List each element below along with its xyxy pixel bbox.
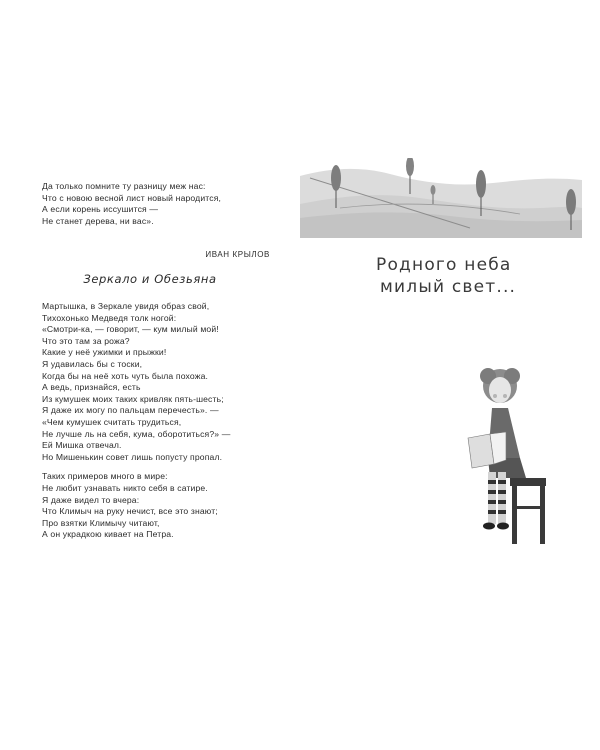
verse-line: Когда бы на неё хоть чуть была похожа.	[42, 370, 209, 381]
section-title	[376, 254, 516, 298]
landscape-illustration	[300, 158, 582, 238]
verse-line: Да только помните ту разницу меж нас:	[42, 181, 206, 191]
verse-line: Про взятки Климычу читают,	[42, 517, 160, 528]
epigraph-verse	[42, 181, 282, 227]
verse-line: Не любит узнавать никто себя в сатире.	[42, 482, 208, 493]
verse-line: Я даже видел то вчера:	[42, 494, 140, 505]
verse-line: Ей Мишка отвечал.	[42, 440, 122, 451]
girl-reading-illustration	[460, 360, 555, 550]
verse-line: «Чем кумушек считать трудиться,	[42, 416, 182, 427]
verse-line: Тихохонько Медведя толк ногой:	[42, 312, 177, 323]
verse-line: Не лучше ль на себя, кума, оборотиться?» —	[42, 428, 231, 439]
verse-line: А ведь, признайся, есть	[42, 382, 141, 393]
verse-line: Что это там за рожа?	[42, 335, 130, 346]
poem-title: Зеркало и Обезьяна	[83, 272, 217, 286]
verse-line: Что с новою весной лист новый народится,	[42, 192, 222, 203]
verse-line: Но Мишенькин совет лишь попусту пропал.	[42, 451, 223, 462]
verse-line: Не станет дерева, ни вас».	[42, 215, 154, 226]
stanza-gap	[42, 463, 282, 471]
verse-line: «Смотри-ка, — говорит, — кум милый мой!	[42, 324, 219, 335]
verse-line: Какие у неё ужимки и прыжки!	[42, 347, 167, 358]
section-title-line-2: милый свет...	[380, 277, 517, 297]
verse-line: Из кумушек моих таких кривляк пять-шесть;	[42, 393, 224, 404]
verse-line: Мартышка, в Зеркале увидя образ свой,	[42, 301, 210, 311]
verse-line: Что Климыч на руку нечист, все это знают;	[42, 506, 218, 517]
right-page	[300, 0, 600, 750]
poem-body	[42, 301, 282, 541]
verse-line: Таких примеров много в мире:	[42, 471, 168, 482]
verse-line: Я даже их могу по пальцам перечесть». —	[42, 405, 219, 416]
section-title-line-1: Родного неба	[376, 255, 512, 275]
verse-line: А он украдкою кивает на Петра.	[42, 529, 174, 540]
verse-line: А если корень иссушится —	[42, 204, 159, 215]
verse-line: Я удавилась бы с тоски,	[42, 358, 143, 369]
author-name: ИВАН КРЫЛОВ	[205, 250, 270, 259]
